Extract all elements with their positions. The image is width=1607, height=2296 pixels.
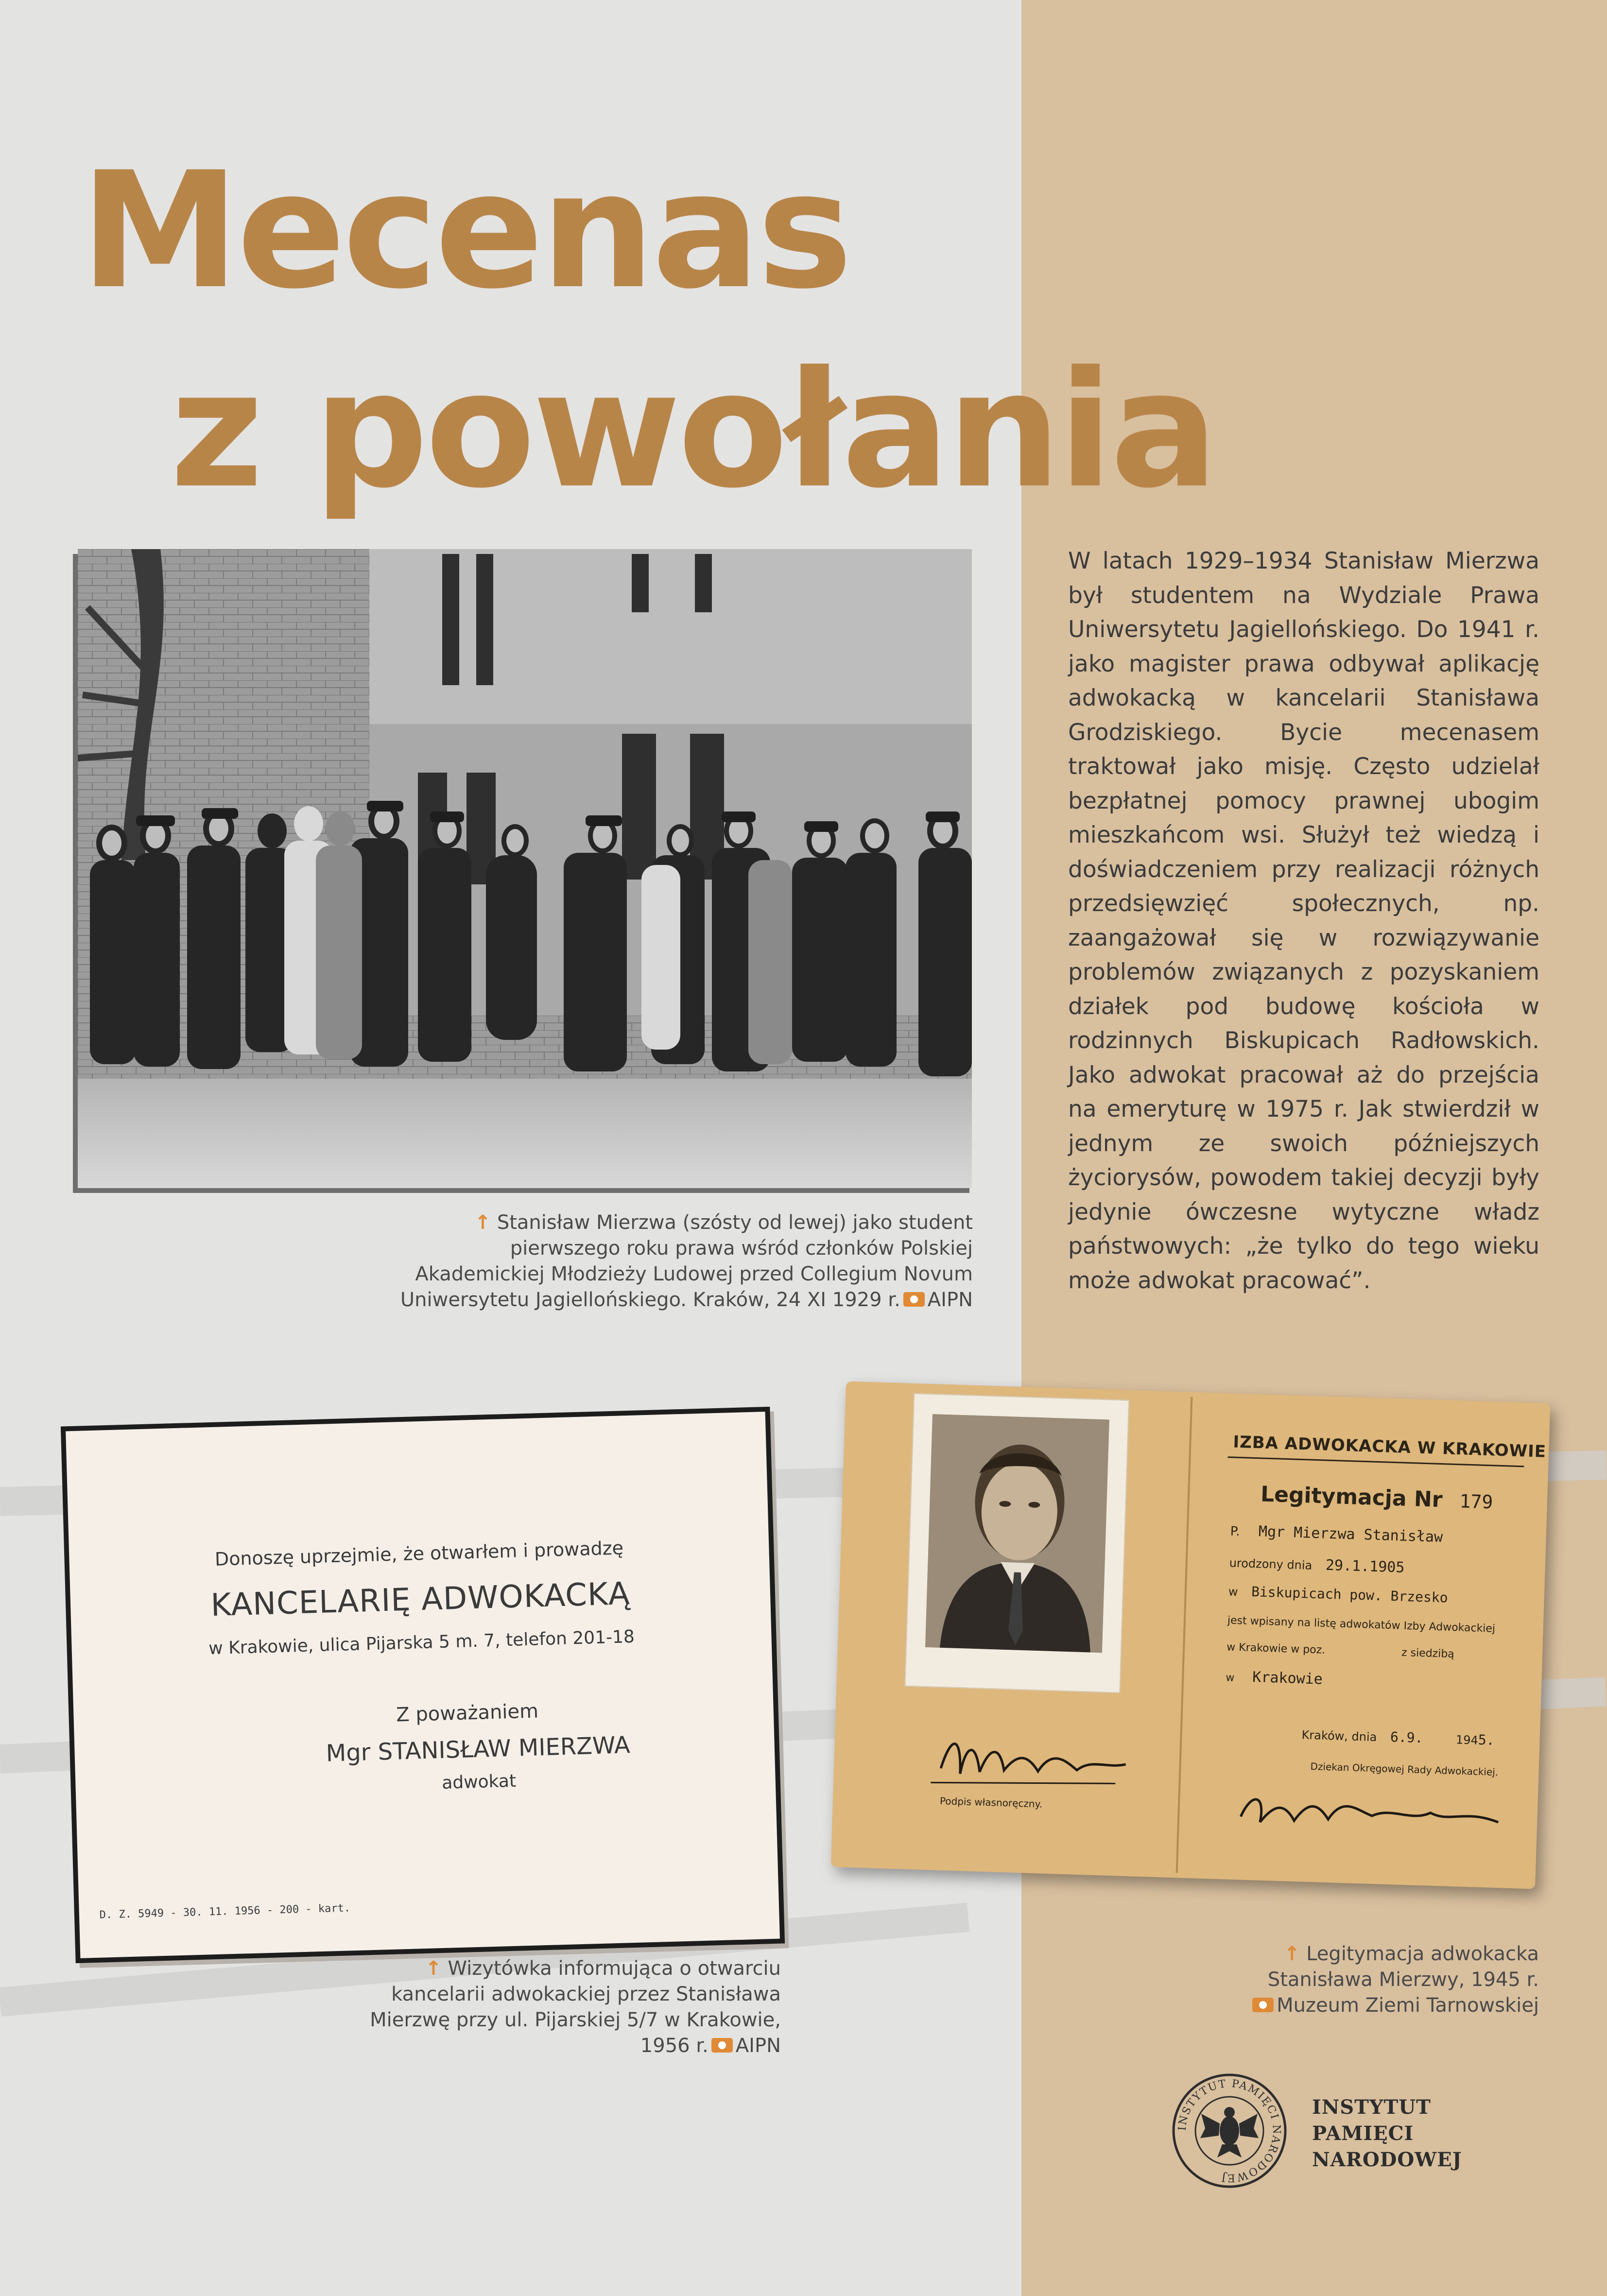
id-portrait-photo	[904, 1393, 1129, 1693]
ipn-wordmark	[1312, 2094, 1462, 2173]
wordmark-line-1: INSTYTUT	[1312, 2096, 1431, 2119]
photo-caption	[400, 1210, 973, 1313]
id-caption	[1249, 1941, 1539, 2019]
id-birthplace: Biskupicach pow. Brzesko	[1251, 1583, 1449, 1606]
dean-signature	[1235, 1773, 1509, 1854]
card-caption-line: ↑ Wizytówka informująca o otwarciu	[425, 1957, 781, 1980]
ipn-seal-logo	[1171, 2072, 1288, 2189]
camera-icon	[1252, 1998, 1274, 2012]
id-birth-row: urodzony dnia 29.1.1905	[1229, 1556, 1405, 1576]
arrow-up-icon: ↑	[474, 1211, 491, 1234]
card-source: AIPN	[735, 2035, 781, 2057]
card-line-1: Donoszę uprzejmie, że otwarłem i prowadzę	[214, 1537, 624, 1570]
group-photo	[78, 549, 972, 1188]
wordmark-line-3: NARODOWEJ	[1312, 2148, 1462, 2171]
page-title-line-2: z powołania	[170, 337, 1216, 523]
id-title: Legitymacja Nr 179	[1260, 1482, 1493, 1513]
id-fold-line	[1176, 1397, 1193, 1873]
card-footer: D. Z. 5949 - 30. 11. 1956 - 200 - kart.	[99, 1902, 351, 1921]
id-source: Muzeum Ziemi Tarnowskiej	[1277, 1994, 1539, 2017]
id-name: Mgr Mierzwa Stanisław	[1258, 1523, 1443, 1546]
id-dean: Dziekan Okręgowej Rady Adwokackiej.	[1310, 1760, 1499, 1778]
page-title-line-1: Mecenas	[80, 138, 850, 324]
id-number: 179	[1459, 1490, 1493, 1513]
arrow-up-icon: ↑	[425, 1957, 442, 1980]
photo-caption-line: ↑ Stanisław Mierzwa (szósty od lewej) jako student	[474, 1211, 973, 1234]
id-caption-line	[1249, 1993, 1539, 2019]
id-year: 5.	[1478, 1731, 1495, 1748]
id-date-row: Kraków, dnia 6.9. 1945.	[1301, 1728, 1495, 1748]
card-caption	[370, 1956, 781, 2059]
card-line-2: KANCELARIĘ ADWOKACKĄ	[210, 1576, 631, 1624]
camera-icon	[903, 1292, 925, 1307]
wordmark-line-2: PAMIĘCI	[1312, 2122, 1414, 2145]
card-line-5: Mgr STANISŁAW MIERZWA	[326, 1731, 631, 1767]
photo-caption-line: Uniwersytetu Jagiellońskiego. Kraków, 24 XI 1929 r. AIPN	[400, 1289, 973, 1311]
id-caption-line: Stanisława Mierzwy, 1945 r.	[1267, 1968, 1539, 1991]
id-caption-line: ↑ Legitymacja adwokacka	[1283, 1943, 1539, 1965]
card-caption-line: 1956 r. AIPN	[640, 2035, 781, 2057]
card-line-6: adwokat	[441, 1771, 517, 1793]
photo-source: AIPN	[927, 1289, 973, 1311]
card-caption-line: Mierzwę przy ul. Pijarskiej 5/7 w Krakowie,	[370, 2009, 781, 2031]
photo-caption-line: pierwszego roku prawa wśród członków Polskiej	[510, 1237, 973, 1260]
id-birthplace-row: w Biskupicach pow. Brzesko	[1228, 1583, 1449, 1606]
id-listed-text: jest wpisany na listę adwokatów Izby Adwokackiej	[1227, 1614, 1496, 1635]
card-line-3: w Krakowie, ulica Pijarska 5 m. 7, telefon 201-18	[208, 1626, 635, 1659]
card-line-4: Z poważaniem	[396, 1700, 539, 1726]
camera-icon	[711, 2038, 733, 2053]
arrow-up-icon: ↑	[1283, 1943, 1300, 1965]
business-card	[66, 1412, 780, 1958]
seal-text: INSTYTUT PAMIĘCI NARODOWEJ	[1176, 2077, 1283, 2184]
owner-signature	[931, 1724, 1137, 1798]
card-caption-line: kancelarii adwokackiej przez Stanisława	[391, 1983, 781, 2005]
id-date: 6.9.	[1390, 1729, 1423, 1746]
id-office-row: w Krakowie w poz. z siedzibą	[1226, 1641, 1455, 1661]
advocate-id-document	[831, 1381, 1551, 1889]
id-seat-row: w Krakowie	[1225, 1669, 1323, 1688]
photo-caption-line: Akademickiej Młodzieży Ludowej przed Collegium Novum	[415, 1263, 973, 1285]
portrait-image	[925, 1414, 1109, 1653]
id-signature-caption: Podpis własnoręczny.	[939, 1795, 1043, 1810]
id-name-row: P. Mgr Mierzwa Stanisław	[1230, 1523, 1443, 1546]
id-header: IZBA ADWOKACKA W KRAKOWIE	[1232, 1432, 1547, 1462]
body-text: W latach 1929–1934 Stanisław Mierzwa był studentem na Wydziale Prawa Uniwersytetu Jagiellońskiego. Do 1941 r. jako magister prawa odbywał aplikację adwokacką w kancelarii Stanisława Grodziskiego. Bycie mecenasem traktował jako misję. Często udzielał bezpłatnej pomocy prawnej ubogim mieszkańcom wsi. Służył też wiedzą i doświadczeniem przy realizacji różnych przedsięwzięć społecznych, np. zaangażował się w rozwiązywanie problemów związanych z pozyskaniem działek pod budowę kościoła w rodzinnych Biskupicach Radłowskich. Jako adwokat pracował aż do przejścia na emeryturę w 1975 r. Jak stwierdził w jednym ze swoich późniejszych życiorysów, powodem takiej decyzji były jedynie ówczesne wytyczne władz państwowych: „że tylko do tego wieku może adwokat pracować”.	[1068, 548, 1539, 1294]
id-birth-date: 29.1.1905	[1325, 1556, 1405, 1576]
id-seat: Krakowie	[1252, 1669, 1323, 1688]
eagle-icon	[1200, 2107, 1259, 2158]
